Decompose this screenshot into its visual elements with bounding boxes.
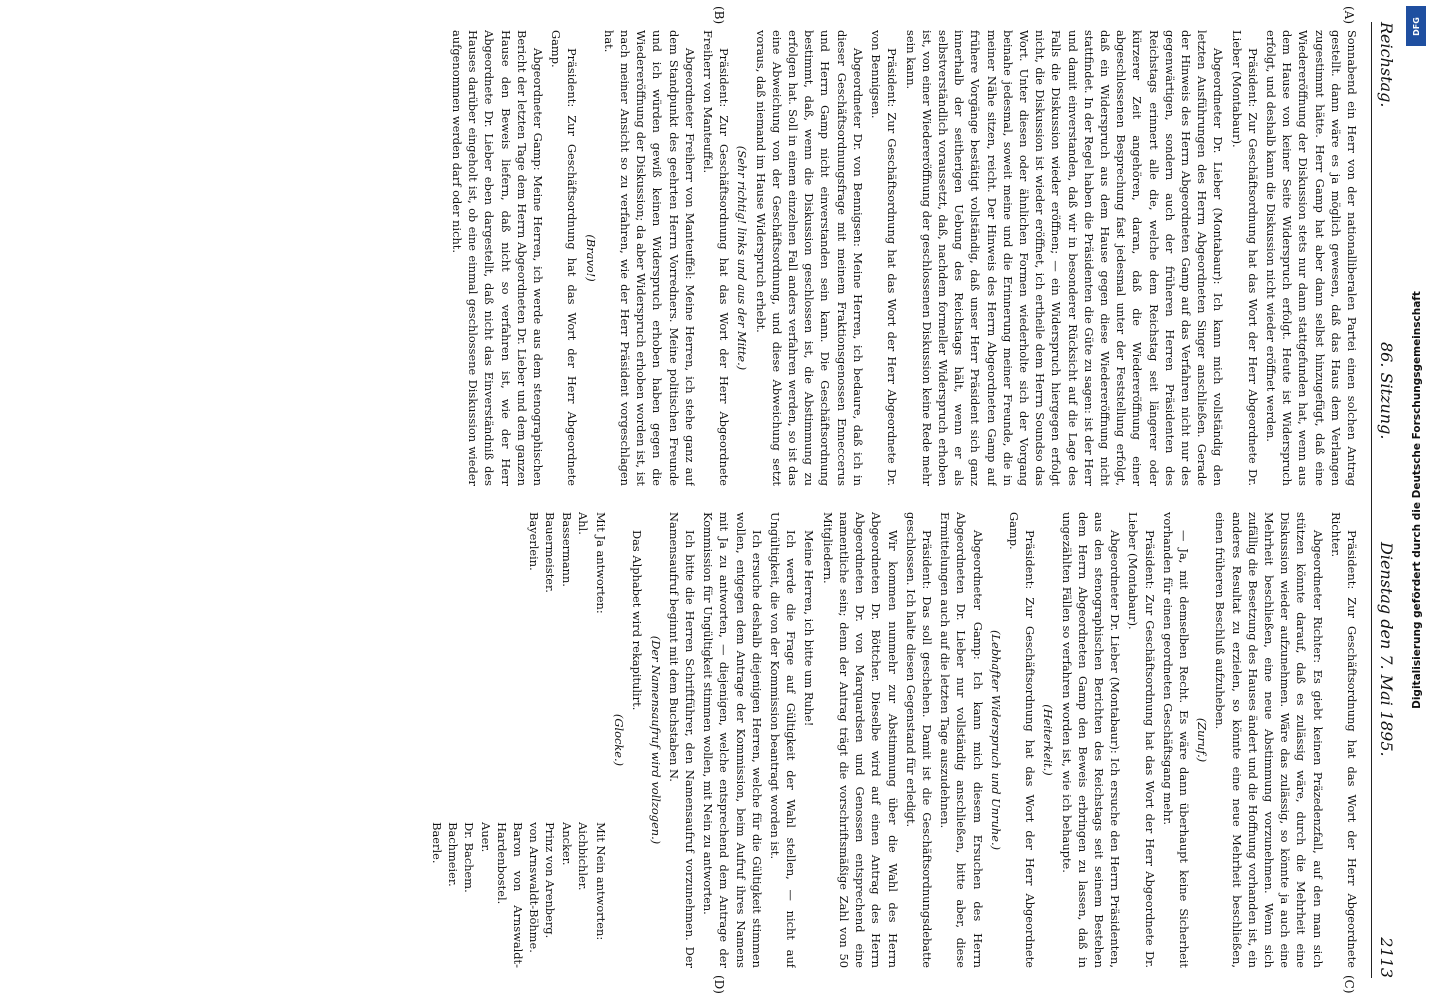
vote-name: Bauermeister. xyxy=(543,512,558,593)
digitization-note xyxy=(1402,0,1432,1000)
interjection: (Sehr richtig! links und aus der Mitte.) xyxy=(735,145,750,371)
vote-heading-nein: Mit Nein antworten: xyxy=(594,822,609,941)
vote-headings xyxy=(593,512,609,968)
interjection: (Heiterkeit.) xyxy=(1041,704,1056,776)
digitization-note-text: Digitalisierung gefördert durch die Deutsche Forschungsgemeinschaft xyxy=(1411,291,1423,709)
paragraph: Ich bitte die Herren Schriftführer, den Namensaufruf vorzunehmen. Der Namensaufruf beginnt mit dem Buchstaben N. xyxy=(666,512,698,968)
interjection: (Glocke.) xyxy=(612,713,627,767)
vote-name: Baerle. xyxy=(430,822,445,864)
paragraph: Meine Herren, ich bitte um Ruhe! xyxy=(802,530,817,727)
header-left: Reichstag. xyxy=(1377,22,1396,108)
paragraph: Präsident: Zur Geschäftsordnung hat das Wort der Herr Abgeordnete Dr. von Bennigsen. xyxy=(869,30,900,486)
vote-heading-ja: Mit Ja antworten: xyxy=(594,512,609,614)
paragraph: Wir kommen nunmehr zur Abstimmung über die Wahl des Herrn Abgeordneten Dr. Böttcher. Dieselbe wird auf einen Antrag des Herrn Abgeordneten Dr. von Marquardsen und Genossen entsprechend eine namentliche sein; denn der Antrag trägt die vorschriftsmäßige Zahl von 50 Mitgliedern. xyxy=(820,512,900,968)
margin-marker-d: (D) xyxy=(712,975,726,994)
header-session: 86. Sitzung. xyxy=(1377,342,1396,440)
paragraph: Abgeordneter Dr. Lieber (Montabaur): Ich ersuche den Herrn Präsidenten, aus den stenographischen Berichten des Reichstags seit seinem Bestehen dem Herrn Abgeordneten Gamp den Beweis erbringen zu lassen, daß in ungezählten Fällen so verfahren worden ist, wie ich behaupte. xyxy=(1059,512,1123,968)
paragraph: Ich ersuche deshalb diejenigen Herren, welche für die Gültigkeit stimmen wollen, entgegen dem Antrage der Kommission, beim Aufruf ihres Namens mit Ja zu antworten, — diejenigen, welche entsprechend dem Antrage der Kommission für Ungültigkeit stimmen wollen, mit Nein zu antworten. xyxy=(701,512,764,968)
paragraph: Abgeordneter Richter: Es giebt keinen Präzedenzfall, auf den man sich stützen könnte darauf, daß es zulässig wäre, durch die Mehrheit eine Diskussion wieder aufzunehmen. Wäre das zulässig, so könnte ja auch eine Mehrheit beschließen, eine neue Abstimmung vorzunehmen. Wenn sich zufällig die Besetzung des Hauses ändert und die Hoffnung vorhanden ist, ein anderes Resultat zu erzielen, so könnte eine neue Mehrheit beschließen, einen früheren Beschluß aufzuheben. xyxy=(1213,512,1325,968)
interjection: (Lebhafter Widerspruch und Unruhe.) xyxy=(988,629,1003,851)
paragraph: Präsident: Zur Geschäftsordnung hat das Wort der Herr Abgeordnete Gamp. xyxy=(549,30,580,486)
right-column xyxy=(50,512,1360,968)
dfg-logo: DFG xyxy=(1406,6,1426,46)
vote-name: von Arnswaldt-Böhme. xyxy=(527,822,542,953)
paragraph: Präsident: Zur Geschäftsordnung hat das Wort der Herr Abgeordnete Richter. xyxy=(1328,512,1359,968)
paragraph: Präsident: Zur Geschäftsordnung hat das Wort der Herr Abgeordnete Dr. Lieber (Montabaur). xyxy=(1126,512,1157,968)
vote-column-2 xyxy=(429,822,591,968)
margin-marker-b: (B) xyxy=(712,6,726,25)
vote-name: Baron von Arnswaldt-Hardenbostel. xyxy=(494,822,526,968)
margin-marker-a: (A) xyxy=(1342,6,1356,25)
vote-column-1 xyxy=(429,512,591,658)
interjection: (Bravo!) xyxy=(583,234,598,282)
vote-name: Prinz von Arenberg. xyxy=(543,822,558,939)
page-header xyxy=(1371,22,1402,978)
paragraph: Abgeordneter Dr. von Bennigsen: Meine Herren, ich bedaure, daß ich in dieser Geschäftsordnungsfrage mit meinem Fraktionsgenossen Enneccerus und Herrn Gamp nicht einverstanden sein kann. Die Geschäftsordnung bestimmt, daß, wenn die Diskussion geschlossen ist, die Abstimmung zu erfolgen hat. Soll in einem einzelnen Fall anders verfahren werden, so ist das eine Abweichung von der Geschäftsordnung, und diese Abweichung setzt voraus, daß niemand im Hause Widerspruch erhebt. xyxy=(753,30,865,486)
vote-name: Bassermann. xyxy=(559,512,574,587)
vote-name: Ancker. xyxy=(559,822,574,866)
paragraph: Abgeordneter Gamp: Ich kann mich diesem Ersuchen des Herrn Abgeordneten Dr. Lieber nur vollständig anschließen, bitte aber, diese Ermittelungen auch auf die letzten Tage auszudehnen. xyxy=(938,512,985,968)
vote-name: Aichbichler. xyxy=(575,822,590,891)
header-date: Dienstag den 7. Mai 1895. xyxy=(1377,542,1396,757)
interjection: (Der Namensaufruf wird vollzogen.) xyxy=(648,635,663,845)
vote-name: Dr. Bachem. xyxy=(462,822,477,893)
paragraph: Präsident: Zur Geschäftsordnung hat das Wort der Herr Abgeordnete Dr. Lieber (Montabaur). xyxy=(1229,30,1260,486)
paragraph: Präsident: Zur Geschäftsordnung hat das Wort der Herr Abgeordnete Freiherr von Manteuffel. xyxy=(701,30,732,486)
paragraph: Abgeordneter Dr. Lieber (Montabaur): Ich kann mich vollständig den letzten Ausführungen des Herrn Abgeordneten Singer anschließen. Gerade der Hinweis des Herrn Abgeordneten Gamp auf das Verfahren nicht nur des gegenwärtigen, sondern auch der früheren Herren Präsidenten des Reichstags erinnert alle die, welche dem Reichstag seit längerer oder kürzerer Zeit angehören, daran, daß die Wiedereröffnung einer abgeschlossenen Besprechung fast jedesmal unter der Feststellung erfolgt, daß ein Widerspruch aus dem Hause gegen diese Wiedereröffnung nicht stattfindet. In der Regel haben die Präsidenten die Güte zu sagen: ist der Herr und damit einverstanden, daß wir in besonderer Rücksicht auf die Lage des Falls die Diskussion wieder eröffnen; — ein Widerspruch hiergegen erfolgt nicht, die Diskussion ist wieder eröffnet, ich ertheile dem Herrn Soundso das Wort. Unter diesen oder ähnlichen Formen wiederholte sich der Vorgang beinahe jedesmal, soweit meine und die Erinnerung meiner Freunde, die in meiner Nähe sitzen, reicht. Der Hinweis des Herrn Abgeordneten Gamp auf frühere Vorgänge bestätigt vollständig, daß unser Herr Präsident sich ganz innerhalb der seitherigen Uebung des Reichstags hält, wenn er als selbstverständlich voraussetzt, daß, nachdem formeller Widerspruch erhoben ist, von einer Wiedereröffnung der geschlossenen Diskussion keine Rede mehr sein kann. xyxy=(903,30,1226,486)
vote-name: Bachmeier. xyxy=(446,822,461,887)
paragraph: Präsident: Das soll geschehen. Damit ist die Geschäftsordnungsdebatte geschlossen. Ich halte diesen Gegenstand für erledigt. xyxy=(903,512,934,968)
header-page-number: 2113 xyxy=(1377,937,1396,978)
paragraph: Sonnabend ein Herr von der nationalliberalen Partei einen solchen Antrag gestellt. dann wäre es ja möglich gewesen, daß das Haus dem Verlangen zugestimmt hätte. Herr Gamp hat aber dann selbst hinzugefügt, daß eine Wiedereröffnung der Diskussion stets nur dann stattgefunden hat, wenn aus dem Hause von keiner Seite Widerspruch erfolgt. Heute ist Widerspruch erfolgt, und deshalb kann die Diskussion nicht wieder eröffnet werden. xyxy=(1263,30,1359,486)
vote-name: Ahl. xyxy=(575,512,590,535)
paragraph: Präsident: Zur Geschäftsordnung hat das Wort der Herr Abgeordnete Gamp. xyxy=(1006,512,1038,968)
paragraph: Das Alphabet wird rekapitulirt. xyxy=(630,530,645,711)
interjection: (Zuruf.) xyxy=(1195,717,1210,763)
vote-name: Auer. xyxy=(478,822,493,853)
vote-names xyxy=(429,512,591,968)
vote-name: Bayerlein. xyxy=(527,512,542,571)
paragraph: Ich werde die Frage auf Gültigkeit der Wahl stellen, — nicht auf Ungültigkeit, die von der Kommission beantragt worden ist. xyxy=(768,512,799,968)
margin-marker-c: (C) xyxy=(1342,975,1356,994)
paragraph: Abgeordneter Freiherr von Manteuffel: Meine Herren, ich stehe ganz auf dem Standpunkt des geehrten Herrn Vorredners. Meine politischen Freunde und ich würden gewiß keinen Widerspruch erhoben haben gegen die Wiedereröffnung der Diskussion; da aber Widerspruch erhoben worden ist, ist nach meiner Ansicht so zu verfahren, wie der Herr Präsident vorgeschlagen hat. xyxy=(601,30,697,486)
rotated-page xyxy=(16,0,1416,1000)
left-column xyxy=(50,30,1360,486)
paragraph: Abgeordneter Gamp: Meine Herren, ich werde aus dem stenographischen Bericht der letzten Tage dem Herrn Abgeordneten Dr. Lieber und dem ganzen Hause den Beweis liefern, daß nicht so verfahren ist, wie der Herr Abgeordnete Dr. Lieber eben dargestellt, daß nicht das Einverständniß des Hauses darüber eingeholt ist, ob eine einmal geschlossene Diskussion wieder aufgenommen werden darf oder nicht. xyxy=(450,30,546,486)
paragraph: — Ja, mit demselben Recht. Es wäre dann überhaupt keine Sicherheit vorhanden für einen geordneten Geschäftsgang mehr. xyxy=(1160,512,1191,968)
